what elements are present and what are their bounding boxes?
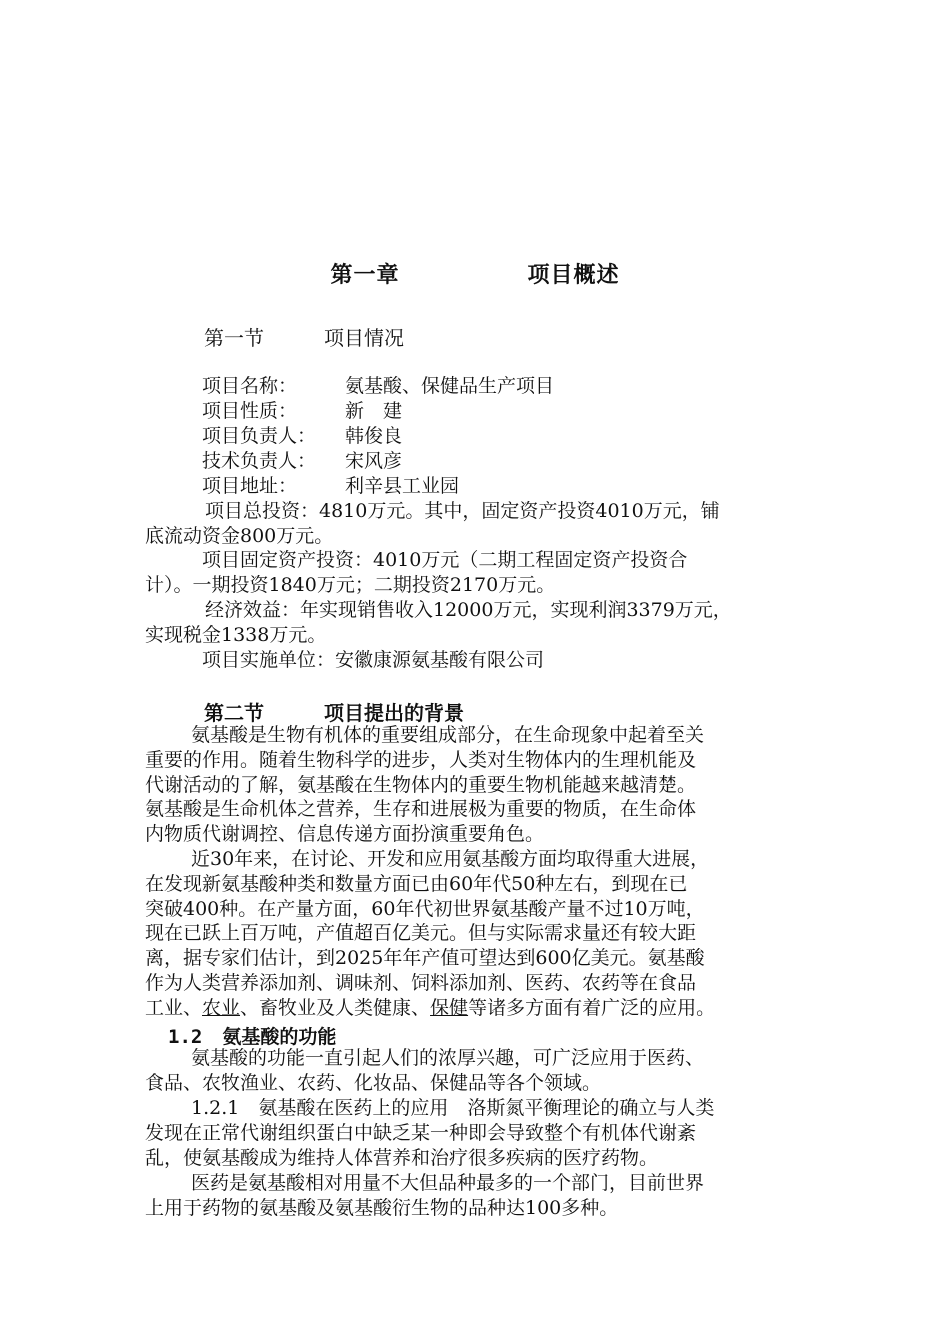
info-value: 氨基酸、保健品生产项目 [345,375,555,397]
function-paragraph [145,1046,817,1096]
section-number: 第二节 [204,701,264,725]
text-line: 重要的作用。随着生物科学的进步，人类对生物体内的生理机能及 [145,748,697,771]
fixed-investment-paragraph [145,548,817,598]
investment-paragraph [145,499,817,549]
implementer-line: 项目实施单位：安徽康源氨基酸有限公司 [202,649,545,671]
info-label: 项目地址： [202,475,298,497]
economic-paragraph [145,598,817,648]
text-segment: 、畜牧业及人类健康、 [240,996,431,1019]
info-tech-leader [202,449,402,474]
info-value: 宋风彦 [345,450,403,472]
text-line: 在发现新氨基酸种类和数量方面已由60年代50种左右，到现在已 [145,872,688,895]
subsection-title: 氨基酸的功能 [222,1026,337,1048]
text-line: 离，据专家们估计，到2025年年产值可望达到600亿美元。氨基酸 [145,947,705,970]
fixed-investment-line-2: 计）。一期投资1840万元；二期投资2170万元。 [145,573,556,596]
text-line: 氨基酸是生物有机体的重要组成部分，在生命现象中起着至关 [191,724,705,746]
info-label: 项目性质： [202,400,298,422]
investment-line-2: 底流动资金800万元。 [145,524,334,547]
text-line: 发现在正常代谢组织蛋白中缺乏某一种即会导致整个有机体代谢紊 [145,1121,697,1144]
info-project-leader [202,424,402,449]
info-label: 项目负责人： [202,425,317,447]
economic-line-1: 经济效益：年实现销售收入12000万元，实现利润3379万元， [205,599,732,621]
info-project-name [202,374,554,399]
economic-line-2: 实现税金1338万元。 [145,623,327,646]
subsection-heading [168,1022,336,1049]
text-line: 氨基酸的功能一直引起人们的浓厚兴趣，可广泛应用于医药、 [191,1047,705,1069]
text-line: 近30年来，在讨论、开发和应用氨基酸方面均取得重大进展， [191,848,710,870]
text-segment: 等诸多方面有着广泛的应用。 [468,996,716,1019]
section-title: 项目提出的背景 [324,701,464,725]
health-link[interactable]: 保健 [430,996,469,1019]
text-line: 代谢活动的了解，氨基酸在生物体内的重要生物机能越来越清楚。 [145,773,697,796]
chapter-number: 第一章 [330,263,400,288]
text-line: 现在已跃上百万吨，产值超百亿美元。但与实际需求量还有较大距 [145,922,697,945]
text-line: 氨基酸是生命机体之营养，生存和进展极为重要的物质，在生命体 [145,798,697,821]
info-value: 新 建 [345,400,403,422]
info-label: 技术负责人： [202,450,317,472]
subsection-number: 1.2 [168,1026,203,1048]
fixed-investment-line-1: 项目固定资产投资：4010万元（二期工程固定资产投资合 [202,549,688,571]
investment-line-1: 项目总投资：4810万元。其中，固定资产投资4010万元，铺 [205,500,720,522]
agriculture-link[interactable]: 农业 [202,996,241,1019]
section-heading-1 [204,322,404,351]
info-project-address [202,474,459,499]
section-heading-2 [204,697,464,726]
info-project-nature [202,399,402,424]
text-line: 突破400种。在产量方面，60年代初世界氨基酸产量不过10万吨， [145,897,705,920]
section-number: 第一节 [204,326,264,350]
text-line: 医药是氨基酸相对用量不大但品种最多的一个部门，目前世界 [191,1172,705,1194]
info-value: 利辛县工业园 [345,475,460,497]
chapter-heading [0,258,950,289]
section-title: 项目情况 [324,326,404,350]
text-line: 1.2.1 氨基酸在医药上的应用 洛斯氮平衡理论的确立与人类 [191,1097,715,1119]
text-line: 食品、农牧渔业、农药、化妆品、保健品等各个领域。 [145,1071,602,1094]
info-value: 韩俊良 [345,425,403,447]
text-line: 上用于药物的氨基酸及氨基酸衍生物的品种达100多种。 [145,1196,619,1219]
chapter-title: 项目概述 [527,263,620,288]
background-paragraph-1 [145,723,817,847]
medicine-paragraph-2 [145,1171,817,1221]
background-paragraph-2 [145,847,817,1021]
text-segment: 工业、 [145,996,203,1019]
text-line: 作为人类营养添加剂、调味剂、饲料添加剂、医药、农药等在食品 [145,971,697,994]
info-label: 项目名称： [202,375,298,397]
text-line [145,996,817,1021]
text-line: 内物质代谢调控、信息传递方面扮演重要角色。 [145,823,545,846]
medicine-paragraph [145,1096,817,1170]
text-line: 乱，使氨基酸成为维持人体营养和治疗很多疾病的医疗药物。 [145,1146,659,1169]
